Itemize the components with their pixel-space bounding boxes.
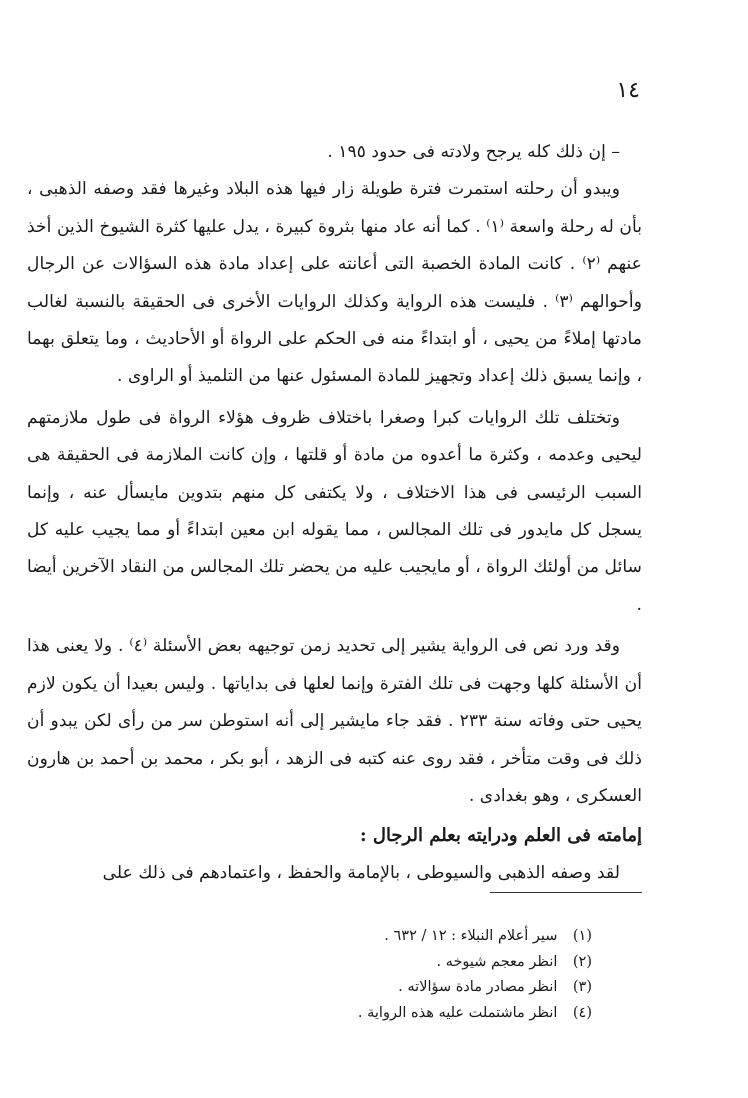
footnote bbox=[40, 924, 592, 950]
paragraph-5: لقد وصفه الذهبى والسيوطى ، بالإمامة والحفظ ، واعتمادهم فى ذلك على bbox=[102, 862, 620, 883]
paragraph-1: – إن ذلك كله يرجح ولادته فى حدود ١٩٥ . bbox=[327, 142, 620, 162]
footnote-separator bbox=[490, 892, 642, 893]
main-text bbox=[27, 134, 642, 892]
paragraph-4: وقد ورد نص فى الرواية يشير إلى تحديد زمن توجيهه بعض الأسئلة ⁽٤⁾ . ولا يعنى هذا أن الأسئلة كلها وجهت فى تلك الفترة وإنما لعلها فى بداياتها . وليس بعيدا أن يكون لازم يحيى حتى وفاته سنة ٢٣٣ . فقد جاء مايشير إلى أنه استوطن سر من رأى لكن يبدو أن ذلك فى وقت متأخر ، فقد روى عنه كتبه فى الزهد ، أبو بكر ، محمد بن أحمد بن هارون العسكرى ، وهو بغدادى . bbox=[27, 636, 643, 806]
paragraph-2: ويبدو أن رحلته استمرت فترة طويلة زار فيها هذه البلاد وغيرها فقد وصفه الذهبى ، بأن له رحلة واسعة ⁽١⁾ . كما أنه عاد منها بثروة كبيرة ، يدل عليها كثرة الشيوخ الذين أخذ عنهم ⁽٢⁾ . كانت المادة الخصبة التى أعانته على إعداد مادة هذه السؤالات عن الرجال وأحوالهم ⁽٣⁾ . فليست هذه الرواية وكذلك الروايات الأخرى فى الحقيقة بالنسبة لغالب مادتها إملاءً من يحيى ، أو ابتداءً منه فى الحكم على الرواة أو الأحاديث ، وما يتعلق بهما ، وإنما يسبق ذلك إعداد وتجهيز للمادة المسئول عنها من التلميذ أو الراوى . bbox=[27, 179, 643, 387]
footnote-number: (٢) bbox=[572, 953, 592, 970]
footnote-number: (٤) bbox=[572, 1004, 592, 1021]
footnote-number: (٣) bbox=[572, 979, 592, 995]
footnote-number: (١) bbox=[572, 928, 592, 944]
footnotes-list bbox=[40, 924, 592, 1026]
footnote-text: سير أعلام النبلاء : ١٢ / ٦٣٢ . bbox=[384, 928, 558, 944]
footnote-text: انظر معجم شيوخه . bbox=[436, 953, 558, 970]
footnote bbox=[40, 975, 592, 1001]
page-number: ١٤ bbox=[616, 78, 640, 103]
footnote bbox=[40, 950, 592, 976]
footnote bbox=[40, 1001, 592, 1027]
section-heading: إمامته فى العلم ودرايته بعلم الرجال : bbox=[359, 825, 642, 847]
footnote-text: انظر مصادر مادة سؤالاته . bbox=[398, 979, 558, 995]
paragraph-3: وتختلف تلك الروايات كبرا وصغرا باختلاف ظروف هؤلاء الرواة فى طول ملازمتهم ليحيى وعدمه ، وكثرة ما أعدوه من مادة أو قلتها ، وإن كانت الملازمة فى الحقيقة هى السبب الرئيسى فى هذا الاختلاف ، ولا يكتفى كل منهم بتدوين مايسأل عنه ، وإنما يسجل كل مايدور فى تلك المجالس ، مما يقوله ابن معين ابتداءً أو مما يجيب عليه كل سائل من أولئك الرواة ، أو مايجيب عليه من يحضر تلك المجالس من النقاد الآخرين أيضا . bbox=[27, 407, 642, 615]
footnote-text: انظر ماشتملت عليه هذه الرواية . bbox=[357, 1004, 558, 1021]
